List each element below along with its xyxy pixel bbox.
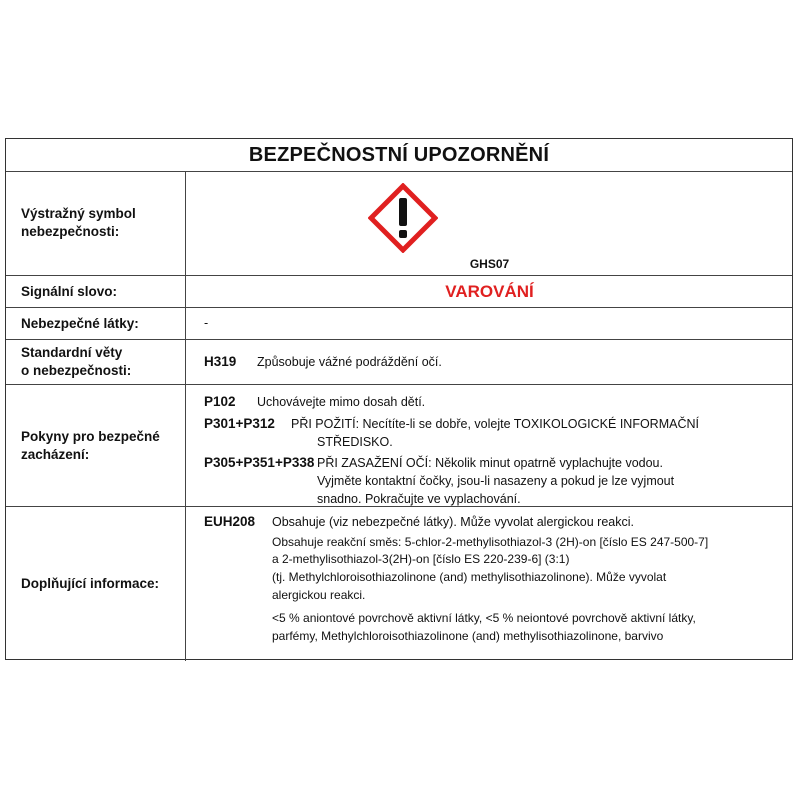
hazard-symbol-label-line1: Výstražný symbol — [21, 206, 136, 221]
additional-info-label: Doplňující informace: — [6, 507, 186, 661]
hazard-statements-label-line1: Standardní věty — [21, 345, 123, 360]
row-additional-information — [6, 507, 792, 661]
table-title: BEZPEČNOSTNÍ UPOZORNĚNÍ — [6, 139, 792, 172]
hazard-code: H319 — [204, 354, 237, 369]
signal-word-cell — [187, 276, 792, 307]
precaution-code-p305: P305+P351+P338 — [204, 455, 315, 470]
row-hazard-symbol — [6, 171, 792, 276]
row-hazard-statements — [6, 340, 792, 385]
precaution-text-p305-line3: snadno. Pokračujte ve vyplachování. — [317, 492, 521, 506]
precaution-text-p102: Uchovávejte mimo dosah dětí. — [257, 395, 426, 409]
ingredients-line1: <5 % aniontové povrchově aktivní látky, <5 % neiontové povrchově aktivní látky, — [272, 611, 696, 625]
ingredients-line2: parfémy, Methylchloroisothiazolinone (and) methylisothiazolinone, barvivo — [272, 629, 664, 643]
row-hazardous-substances — [6, 308, 792, 340]
hazardous-substances-cell — [187, 308, 792, 339]
mixture-line2: a 2-methylisothiazol-3(2H)-on [číslo ES 220-239-6] (3:1) — [272, 552, 570, 566]
row-precautionary-statements — [6, 385, 792, 507]
hazardous-substances-label: Nebezpečné látky: — [6, 308, 186, 339]
precautionary-label-line1: Pokyny pro bezpečné — [21, 428, 160, 444]
precautionary-cell — [187, 385, 792, 506]
exclamation-mark-diamond-icon — [368, 183, 438, 253]
row-signal-word — [6, 276, 792, 308]
safety-warning-table — [5, 138, 793, 660]
hazard-symbol-label-line2: nebezpečnosti: — [21, 224, 120, 239]
precaution-text-p305-line1: PŘI ZASAŽENÍ OČÍ: Několik minut opatrně vyplachujte vodou. — [317, 456, 663, 470]
hazard-statements-label-line2: o nebezpečnosti: — [21, 363, 132, 378]
additional-info-cell — [187, 507, 792, 661]
mixture-line4: alergickou reakci. — [272, 588, 366, 602]
euh-code: EUH208 — [204, 514, 256, 529]
precautionary-label — [6, 385, 186, 506]
mixture-line3: (tj. Methylchloroisothiazolinone (and) methylisothiazolinone). Může vyvolat — [272, 570, 667, 584]
precaution-code-p102: P102 — [204, 394, 236, 409]
hazard-symbol-cell — [187, 171, 792, 275]
signal-word-value: VAROVÁNÍ — [445, 281, 534, 301]
precautionary-label-line2: zacházení: — [21, 446, 90, 462]
signal-word-label: Signální slovo: — [6, 276, 186, 307]
euh-text: Obsahuje (viz nebezpečné látky). Může vyvolat alergickou reakci. — [272, 515, 634, 529]
hazardous-substances-value: - — [204, 316, 209, 330]
hazard-symbol-label — [6, 171, 186, 275]
mixture-line1: Obsahuje reakční směs: 5-chlor-2-methylisothiazol-3 (2H)-on [číslo ES 247-500-7] — [272, 535, 709, 549]
hazard-text: Způsobuje vážné podráždění očí. — [257, 355, 442, 369]
hazard-statements-label — [6, 340, 186, 384]
precaution-text-p301-line2: STŘEDISKO. — [317, 435, 393, 449]
precaution-text-p305-line2: Vyjměte kontaktní čočky, jsou-li nasazeny a pokud je lze vyjmout — [317, 474, 675, 488]
pictogram-code: GHS07 — [469, 257, 510, 271]
precaution-code-p301: P301+P312 — [204, 416, 275, 431]
precaution-text-p301-line1: PŘI POŽITÍ: Necítíte-li se dobře, volejte TOXIKOLOGICKÉ INFORMAČNÍ — [291, 417, 699, 431]
hazard-statements-cell — [187, 340, 792, 384]
